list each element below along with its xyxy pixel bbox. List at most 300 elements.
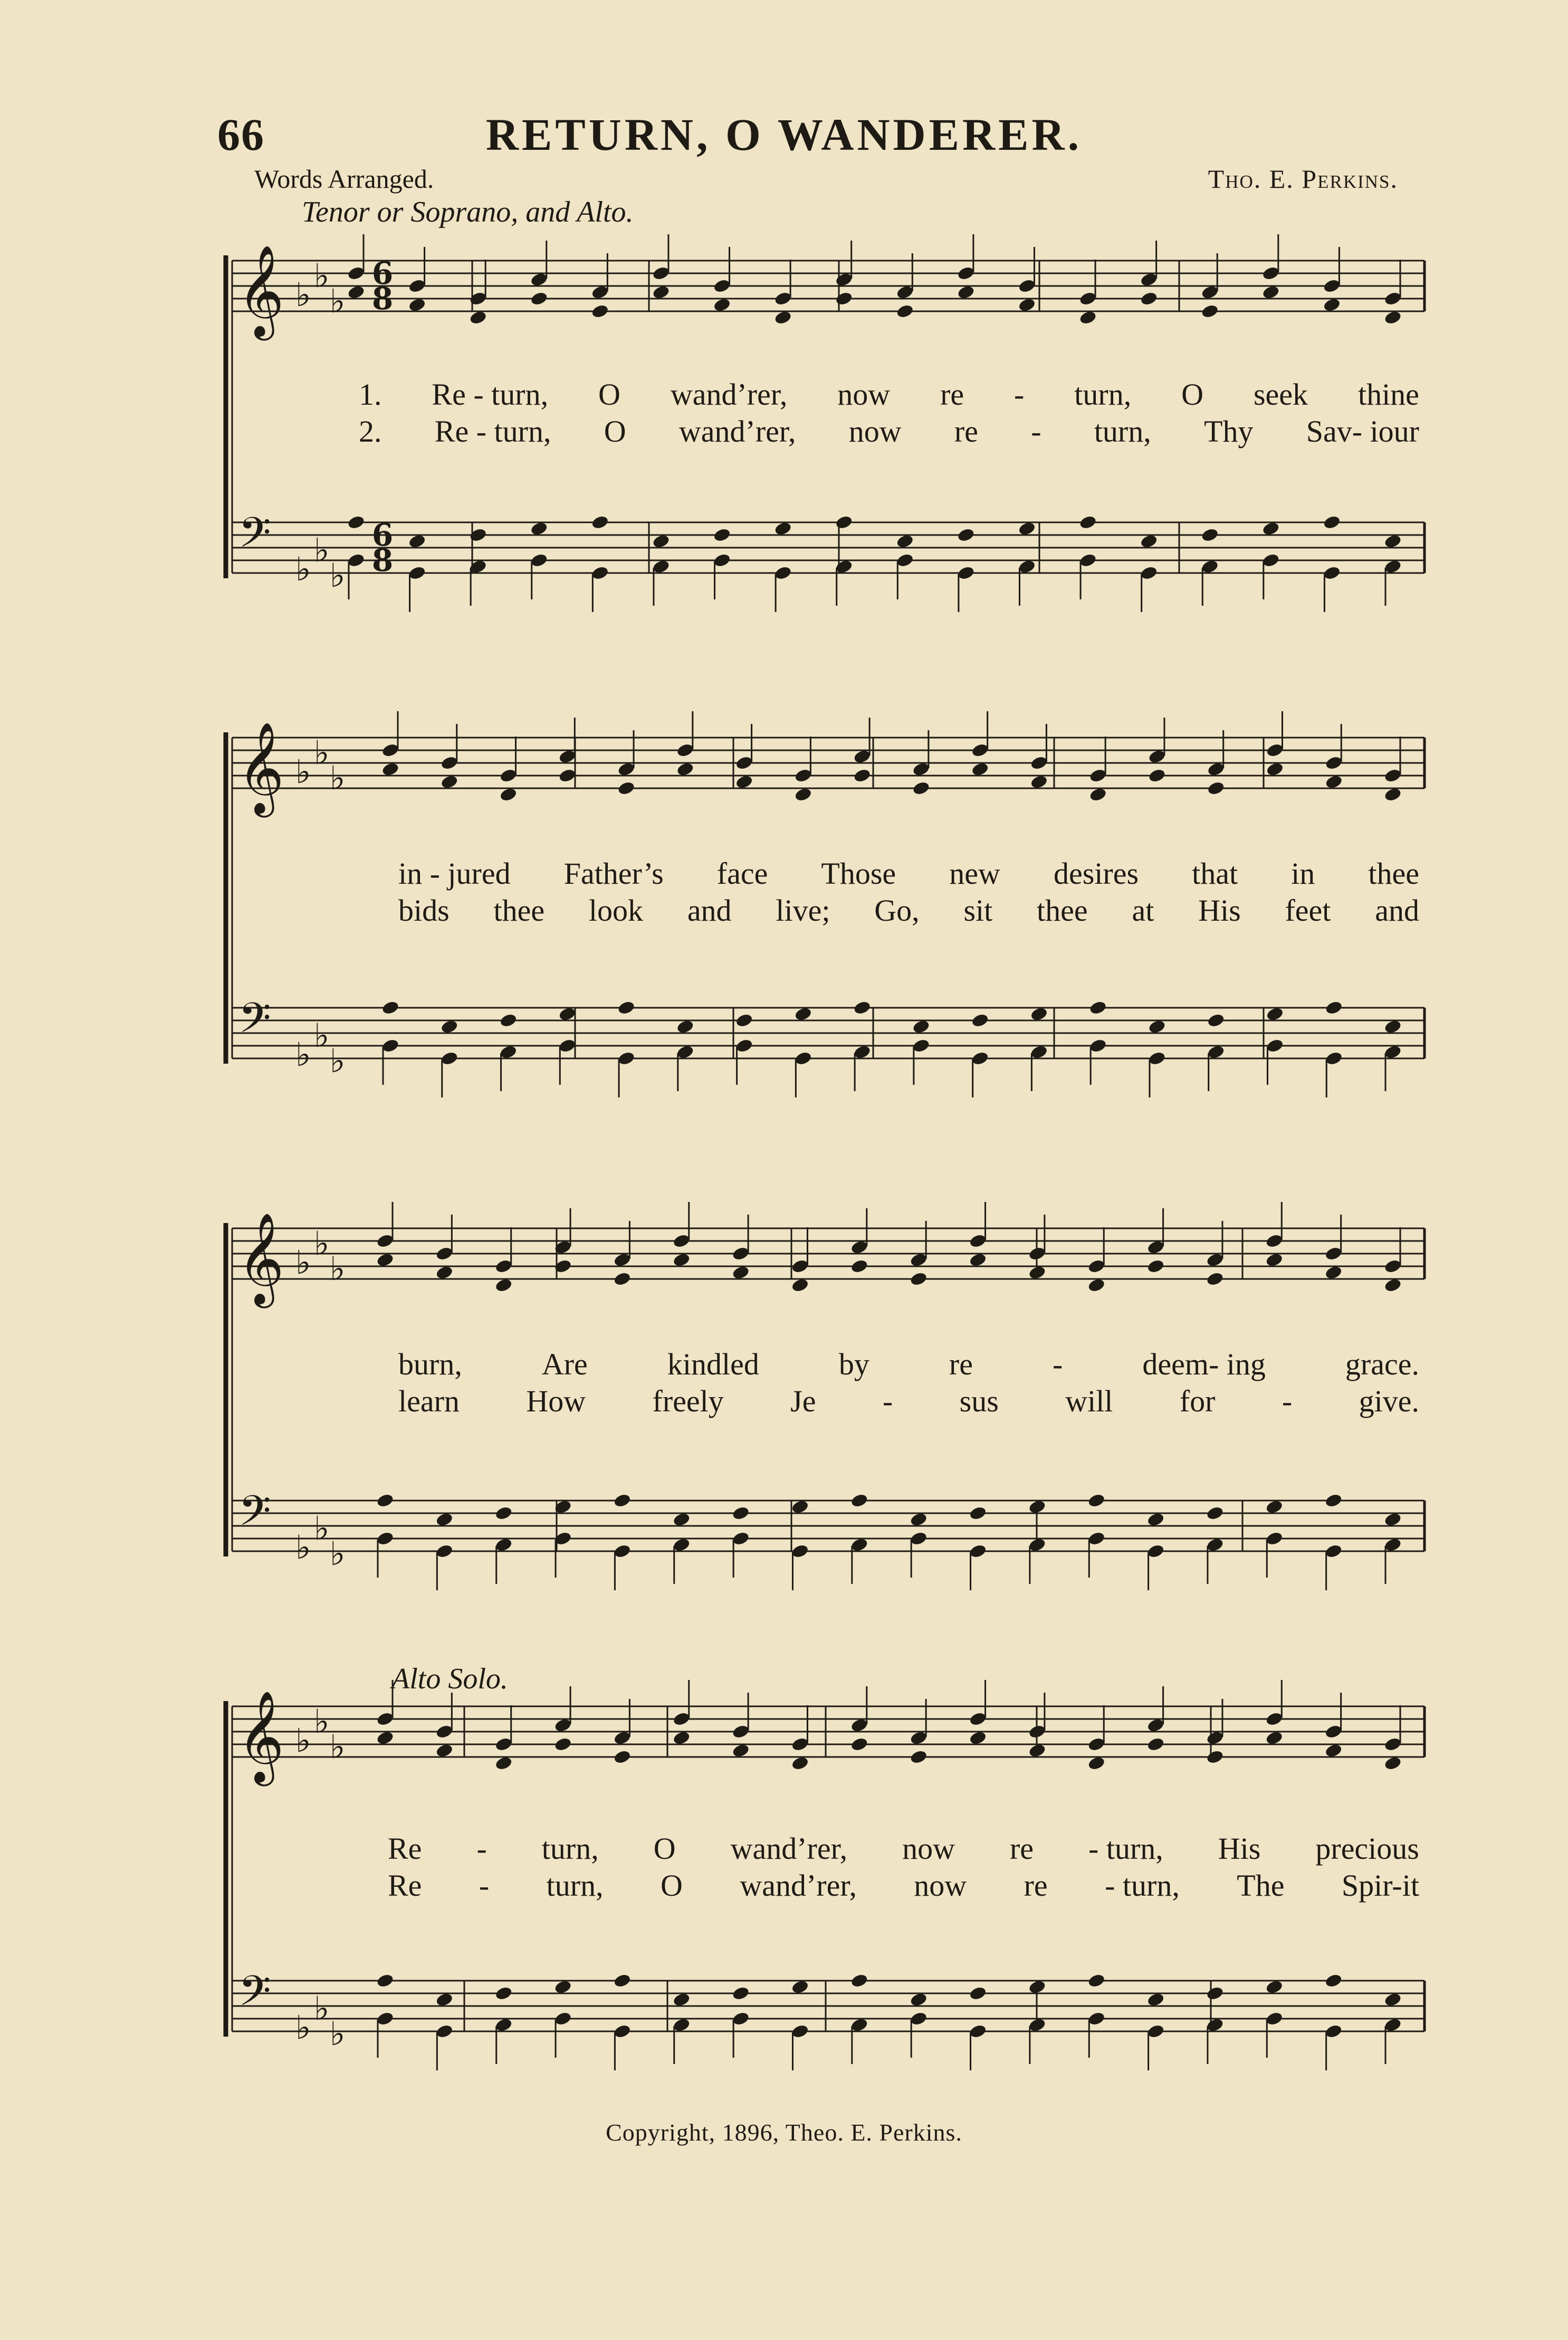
- lyric-word: re: [949, 1347, 973, 1381]
- bass-note-head: [1206, 1537, 1224, 1553]
- bass-note-head: [850, 1973, 868, 1989]
- bass-note-head: [1206, 1505, 1224, 1521]
- lyric-word: turn,: [546, 1868, 604, 1903]
- flat-icon: ♭: [330, 1727, 346, 1766]
- lyric-word: Thy: [1204, 414, 1254, 448]
- lyric-word: grace.: [1345, 1347, 1419, 1381]
- treble-note-head: [1087, 1755, 1106, 1771]
- flat-icon: ♭: [330, 759, 346, 797]
- bass-note-head: [494, 1985, 513, 2001]
- bass-note-head: [1089, 1038, 1107, 1054]
- treble-note-head: [381, 761, 399, 777]
- bass-note-head: [376, 2011, 394, 2027]
- bass-note-head: [672, 1992, 691, 2008]
- treble-note-head: [376, 1711, 394, 1727]
- treble-note-head: [1383, 787, 1402, 803]
- bass-note-head: [1265, 1499, 1284, 1515]
- treble-note-head: [440, 755, 458, 771]
- treble-note-head: [835, 291, 853, 307]
- bass-note-head: [376, 1493, 394, 1508]
- lyric-word: Re: [388, 1868, 422, 1903]
- flat-icon: ♭: [314, 1989, 330, 2028]
- bass-note-head: [735, 1013, 753, 1028]
- lyric-word: O: [653, 1831, 676, 1866]
- treble-note-head: [672, 1252, 691, 1268]
- bass-note-head: [896, 552, 914, 568]
- bass-note-head: [735, 1038, 753, 1054]
- treble-note-head: [1148, 768, 1166, 784]
- lyric-word: O: [1181, 377, 1204, 412]
- bass-note-head: [494, 1505, 513, 1521]
- lyric-word: O: [598, 377, 620, 412]
- lyric-word: Re: [388, 1831, 422, 1866]
- treble-note-head: [731, 1743, 750, 1759]
- lyric-word: Spir-it: [1341, 1868, 1419, 1903]
- bass-note-head: [591, 565, 609, 581]
- bass-note-head: [613, 1973, 632, 1989]
- lyric-line: [398, 856, 1419, 891]
- bass-note-head: [910, 1512, 928, 1527]
- treble-note-head: [1325, 755, 1343, 771]
- treble-clef-icon: 𝄞: [237, 245, 284, 337]
- bass-note-head: [1207, 1044, 1225, 1060]
- treble-note-head: [731, 1246, 750, 1262]
- bass-note-head: [1087, 1531, 1106, 1546]
- treble-note-head: [910, 1749, 928, 1765]
- lyric-line: [398, 893, 1419, 928]
- treble-note-head: [1266, 761, 1284, 777]
- bass-note-head: [713, 527, 731, 543]
- treble-note-head: [591, 303, 609, 319]
- lyric-word: turn,: [541, 1831, 599, 1866]
- bass-note-head: [731, 2011, 750, 2027]
- treble-note-head: [910, 1252, 928, 1268]
- treble-note-head: [1383, 291, 1402, 307]
- bass-note-head: [835, 514, 853, 530]
- treble-note-head: [773, 310, 792, 326]
- bass-note-head: [957, 565, 975, 581]
- treble-note-head: [1383, 1755, 1402, 1771]
- bass-note-head: [969, 1543, 987, 1559]
- treble-note-head: [435, 1743, 454, 1759]
- bass-note-head: [494, 1537, 513, 1553]
- treble-clef-icon: 𝄞: [237, 1212, 284, 1304]
- bass-note-head: [1383, 1512, 1402, 1527]
- lyric-word: thee: [1037, 893, 1088, 928]
- flat-icon: ♭: [330, 2014, 346, 2053]
- bass-note-head: [376, 1973, 394, 1989]
- treble-note-head: [440, 774, 458, 790]
- treble-note-head: [672, 1711, 691, 1727]
- treble-note-head: [1266, 742, 1284, 758]
- bass-note-head: [1087, 2011, 1106, 2027]
- bass-note-head: [676, 1044, 694, 1060]
- lyric-word: wand’rer,: [730, 1831, 848, 1866]
- treble-note-head: [773, 291, 792, 307]
- treble-note-head: [1265, 1252, 1284, 1268]
- treble-note-head: [1383, 1736, 1402, 1752]
- bass-note-head: [1146, 1512, 1165, 1527]
- treble-note-head: [896, 284, 914, 300]
- treble-note-head: [794, 768, 812, 784]
- flat-icon: ♭: [314, 1702, 330, 1741]
- lyric-word: will: [1065, 1384, 1113, 1418]
- bass-note-head: [773, 565, 792, 581]
- time-signature-icon: 8: [371, 542, 394, 578]
- bass-note-head: [1324, 2023, 1343, 2039]
- treble-note-head: [617, 780, 635, 796]
- lyric-word: that: [1192, 856, 1238, 891]
- lyric-word: kindled: [667, 1347, 759, 1381]
- bass-note-head: [1383, 1992, 1402, 2008]
- bass-note-head: [731, 1505, 750, 1521]
- bass-note-head: [376, 1531, 394, 1546]
- bass-note-head: [347, 514, 365, 530]
- bass-note-head: [1018, 521, 1036, 537]
- section-label-alto-solo: Alto Solo.: [391, 1663, 508, 1695]
- treble-note-head: [1018, 297, 1036, 313]
- bass-note-head: [499, 1013, 518, 1028]
- treble-note-head: [957, 265, 975, 281]
- treble-note-head: [435, 1265, 454, 1281]
- bass-note-head: [1078, 552, 1097, 568]
- bass-note-head: [835, 559, 853, 575]
- treble-note-head: [499, 768, 518, 784]
- treble-note-head: [1207, 780, 1225, 796]
- bass-clef-icon: 𝄢: [238, 994, 271, 1053]
- bass-note-head: [1087, 1973, 1106, 1989]
- flat-icon: ♭: [295, 1243, 311, 1282]
- flat-icon: ♭: [295, 752, 311, 791]
- lyric-word: face: [716, 856, 768, 891]
- treble-note-head: [969, 1252, 987, 1268]
- treble-note-head: [408, 297, 426, 313]
- lyric-word: Are: [541, 1347, 588, 1381]
- lyric-word: turn,: [1094, 414, 1151, 448]
- bass-note-head: [1207, 1013, 1225, 1028]
- bass-note-head: [850, 1493, 868, 1508]
- lyric-word: O: [661, 1868, 683, 1903]
- treble-note-head: [499, 787, 518, 803]
- treble-note-head: [1140, 291, 1158, 307]
- treble-note-head: [1087, 1258, 1106, 1274]
- treble-note-head: [971, 761, 989, 777]
- lyric-word: 2.: [359, 414, 382, 448]
- flat-icon: ♭: [330, 556, 346, 595]
- treble-note-head: [794, 787, 812, 803]
- bass-note-head: [494, 2017, 513, 2033]
- lyric-word: re: [954, 414, 978, 448]
- bass-note-head: [408, 565, 426, 581]
- treble-note-head: [1265, 1711, 1284, 1727]
- treble-note-head: [1261, 265, 1280, 281]
- flat-icon: ♭: [295, 1035, 311, 1074]
- flat-icon: ♭: [330, 1534, 346, 1573]
- treble-note-head: [912, 780, 930, 796]
- bass-note-head: [850, 1537, 868, 1553]
- treble-note-head: [1018, 278, 1036, 294]
- treble-clef-icon: 𝄞: [237, 722, 284, 814]
- flat-icon: ♭: [295, 1528, 311, 1567]
- bass-note-head: [1146, 2023, 1165, 2039]
- bass-note-head: [896, 533, 914, 549]
- treble-note-head: [969, 1233, 987, 1249]
- treble-note-head: [1146, 1239, 1165, 1255]
- bass-note-head: [910, 1531, 928, 1546]
- lyric-word: at: [1132, 893, 1154, 928]
- lyric-word: new: [949, 856, 1000, 891]
- flat-icon: ♭: [330, 1042, 346, 1080]
- treble-note-head: [408, 278, 426, 294]
- treble-note-head: [1383, 1277, 1402, 1293]
- lyric-word: now: [848, 414, 902, 448]
- bass-note-head: [1261, 552, 1280, 568]
- treble-note-head: [850, 1717, 868, 1733]
- bass-note-head: [435, 1512, 454, 1527]
- lyric-word: His: [1198, 893, 1241, 928]
- lyric-word: 1.: [359, 377, 382, 412]
- bass-note-head: [794, 1006, 812, 1022]
- bass-note-head: [912, 1019, 930, 1035]
- lyric-word: Sav- iour: [1306, 414, 1419, 448]
- bass-note-head: [530, 521, 548, 537]
- bass-note-head: [652, 533, 670, 549]
- treble-note-head: [850, 1258, 868, 1274]
- treble-note-head: [1324, 1265, 1343, 1281]
- lyric-word: now: [914, 1868, 967, 1903]
- treble-note-head: [676, 761, 694, 777]
- lyric-line: [359, 377, 1419, 412]
- lyric-word: bids: [398, 893, 450, 928]
- treble-note-head: [1089, 768, 1107, 784]
- treble-note-head: [969, 1730, 987, 1746]
- bass-note-head: [957, 527, 975, 543]
- lyric-word: precious: [1315, 1831, 1419, 1866]
- voicing-label: Tenor or Soprano, and Alto.: [302, 196, 634, 228]
- lyric-word: re: [1024, 1868, 1048, 1903]
- lyric-word: sus: [959, 1384, 999, 1418]
- bass-note-head: [499, 1044, 518, 1060]
- treble-note-head: [613, 1252, 632, 1268]
- treble-note-head: [713, 278, 731, 294]
- treble-note-head: [971, 742, 989, 758]
- treble-note-head: [896, 303, 914, 319]
- bass-note-head: [1324, 1543, 1343, 1559]
- treble-note-head: [652, 265, 670, 281]
- bass-note-head: [850, 2017, 868, 2033]
- bass-note-head: [1201, 527, 1219, 543]
- treble-note-head: [676, 742, 694, 758]
- bass-note-head: [558, 1038, 577, 1054]
- lyric-word: burn,: [398, 1347, 462, 1381]
- treble-note-head: [1324, 1246, 1343, 1262]
- treble-note-head: [613, 1749, 632, 1765]
- lyric-word: - turn,: [1088, 1831, 1163, 1866]
- bass-note-head: [435, 1543, 454, 1559]
- bass-note-head: [791, 2023, 809, 2039]
- treble-note-head: [1146, 1736, 1165, 1752]
- treble-note-head: [494, 1258, 513, 1274]
- treble-note-head: [735, 774, 753, 790]
- treble-note-head: [1383, 310, 1402, 326]
- lyric-word: thee: [493, 893, 545, 928]
- treble-note-head: [347, 265, 365, 281]
- treble-note-head: [1146, 1717, 1165, 1733]
- bass-note-head: [1265, 2011, 1284, 2027]
- bass-note-head: [1146, 1992, 1165, 2008]
- treble-note-head: [1265, 1730, 1284, 1746]
- bass-note-head: [1323, 565, 1341, 581]
- lyric-word: His: [1218, 1831, 1261, 1866]
- treble-note-head: [1206, 1271, 1224, 1287]
- treble-note-head: [558, 768, 577, 784]
- lyric-word: wand’rer,: [740, 1868, 857, 1903]
- treble-clef-icon: 𝄞: [237, 1690, 284, 1782]
- flat-icon: ♭: [295, 2008, 311, 2047]
- bass-note-head: [1018, 559, 1036, 575]
- lyric-word: -: [882, 1384, 893, 1418]
- lyric-word: Je: [790, 1384, 816, 1418]
- bass-note-head: [1140, 533, 1158, 549]
- bass-note-head: [853, 1000, 871, 1016]
- treble-note-head: [791, 1258, 809, 1274]
- bass-note-head: [347, 552, 365, 568]
- lyric-word: Those: [821, 856, 896, 891]
- bass-note-head: [794, 1050, 812, 1066]
- bass-note-head: [1206, 2017, 1224, 2033]
- lyric-word: Re - turn,: [432, 377, 549, 412]
- treble-note-head: [469, 310, 487, 326]
- bass-note-head: [672, 2017, 691, 2033]
- bass-clef-icon: 𝄢: [238, 1486, 271, 1545]
- lyric-word: give.: [1359, 1384, 1419, 1418]
- bass-clef-icon: 𝄢: [238, 1966, 271, 2026]
- bass-note-head: [910, 1992, 928, 2008]
- lyric-line: [359, 414, 1419, 449]
- lyric-word: - turn,: [1105, 1868, 1180, 1903]
- treble-note-head: [652, 284, 670, 300]
- treble-note-head: [1206, 1252, 1224, 1268]
- lyric-word: freely: [652, 1384, 724, 1418]
- treble-note-head: [850, 1736, 868, 1752]
- bass-note-head: [381, 1038, 399, 1054]
- flat-icon: ♭: [314, 1509, 330, 1548]
- treble-note-head: [672, 1233, 691, 1249]
- bass-note-head: [591, 514, 609, 530]
- bass-note-head: [1148, 1019, 1166, 1035]
- bass-note-head: [1266, 1038, 1284, 1054]
- treble-note-head: [1030, 755, 1048, 771]
- treble-note-head: [381, 742, 399, 758]
- treble-note-head: [1324, 1743, 1343, 1759]
- lyric-word: The: [1237, 1868, 1285, 1903]
- lyric-word: -: [1014, 377, 1025, 412]
- bass-note-head: [791, 1543, 809, 1559]
- bass-note-head: [553, 2011, 572, 2027]
- treble-note-head: [853, 749, 871, 765]
- lyric-word: Father’s: [563, 856, 664, 891]
- treble-note-head: [613, 1271, 632, 1287]
- treble-note-head: [910, 1271, 928, 1287]
- copyright-notice: Copyright, 1896, Theo. E. Perkins.: [606, 2119, 962, 2146]
- lyric-word: and: [687, 893, 732, 928]
- bass-note-head: [731, 1531, 750, 1546]
- treble-note-head: [1089, 787, 1107, 803]
- bass-note-head: [969, 2023, 987, 2039]
- flat-icon: ♭: [330, 282, 346, 320]
- bass-note-head: [1383, 1019, 1402, 1035]
- treble-note-head: [1148, 749, 1166, 765]
- time-signature-icon: 8: [371, 281, 394, 317]
- treble-note-head: [617, 761, 635, 777]
- treble-note-head: [791, 1736, 809, 1752]
- treble-note-head: [791, 1755, 809, 1771]
- lyric-word: by: [838, 1347, 869, 1381]
- lyric-word: in: [1291, 856, 1315, 891]
- bass-note-head: [613, 1543, 632, 1559]
- treble-note-head: [530, 291, 548, 307]
- lyric-line: [398, 1383, 1419, 1419]
- treble-note-head: [1323, 278, 1341, 294]
- flat-icon: ♭: [314, 1224, 330, 1263]
- treble-note-head: [553, 1717, 572, 1733]
- treble-note-head: [1383, 1258, 1402, 1274]
- song-title: RETURN, O WANDERER.: [485, 109, 1083, 160]
- time-signature-icon: 6: [371, 517, 394, 553]
- bass-note-head: [1148, 1050, 1166, 1066]
- treble-note-head: [591, 284, 609, 300]
- lyric-word: and: [1375, 893, 1419, 928]
- bass-note-head: [1087, 1493, 1106, 1508]
- treble-note-head: [912, 761, 930, 777]
- flat-icon: ♭: [314, 531, 330, 569]
- bass-note-head: [435, 2023, 454, 2039]
- treble-note-head: [1323, 297, 1341, 313]
- treble-note-head: [1201, 303, 1219, 319]
- treble-note-head: [853, 768, 871, 784]
- time-signature-icon: 6: [371, 255, 394, 291]
- flat-icon: ♭: [295, 550, 311, 588]
- words-credit: Words Arranged.: [254, 164, 434, 194]
- lyric-word: re: [940, 377, 964, 412]
- lyric-word: thee: [1368, 856, 1419, 891]
- treble-note-head: [494, 1277, 513, 1293]
- treble-note-head: [1146, 1258, 1165, 1274]
- bass-note-head: [672, 1512, 691, 1527]
- treble-note-head: [735, 755, 753, 771]
- bass-note-head: [912, 1038, 930, 1054]
- bass-note-head: [1089, 1000, 1107, 1016]
- lyric-line: [398, 1346, 1419, 1382]
- bass-note-head: [1030, 1006, 1048, 1022]
- lyric-word: O: [604, 414, 626, 448]
- lyric-word: wand’rer,: [678, 414, 796, 448]
- bass-note-head: [853, 1044, 871, 1060]
- treble-note-head: [376, 1252, 394, 1268]
- lyric-word: for: [1179, 1384, 1216, 1418]
- bass-note-head: [1265, 1979, 1284, 1995]
- bass-note-head: [1325, 1000, 1343, 1016]
- bass-note-head: [1383, 533, 1402, 549]
- lyric-word: now: [837, 377, 891, 412]
- treble-note-head: [1261, 284, 1280, 300]
- lyric-word: How: [526, 1384, 586, 1418]
- bass-note-head: [1324, 1493, 1343, 1508]
- lyric-line: [388, 1831, 1419, 1866]
- bass-note-head: [1030, 1044, 1048, 1060]
- lyric-word: Go,: [874, 893, 920, 928]
- treble-note-head: [558, 749, 577, 765]
